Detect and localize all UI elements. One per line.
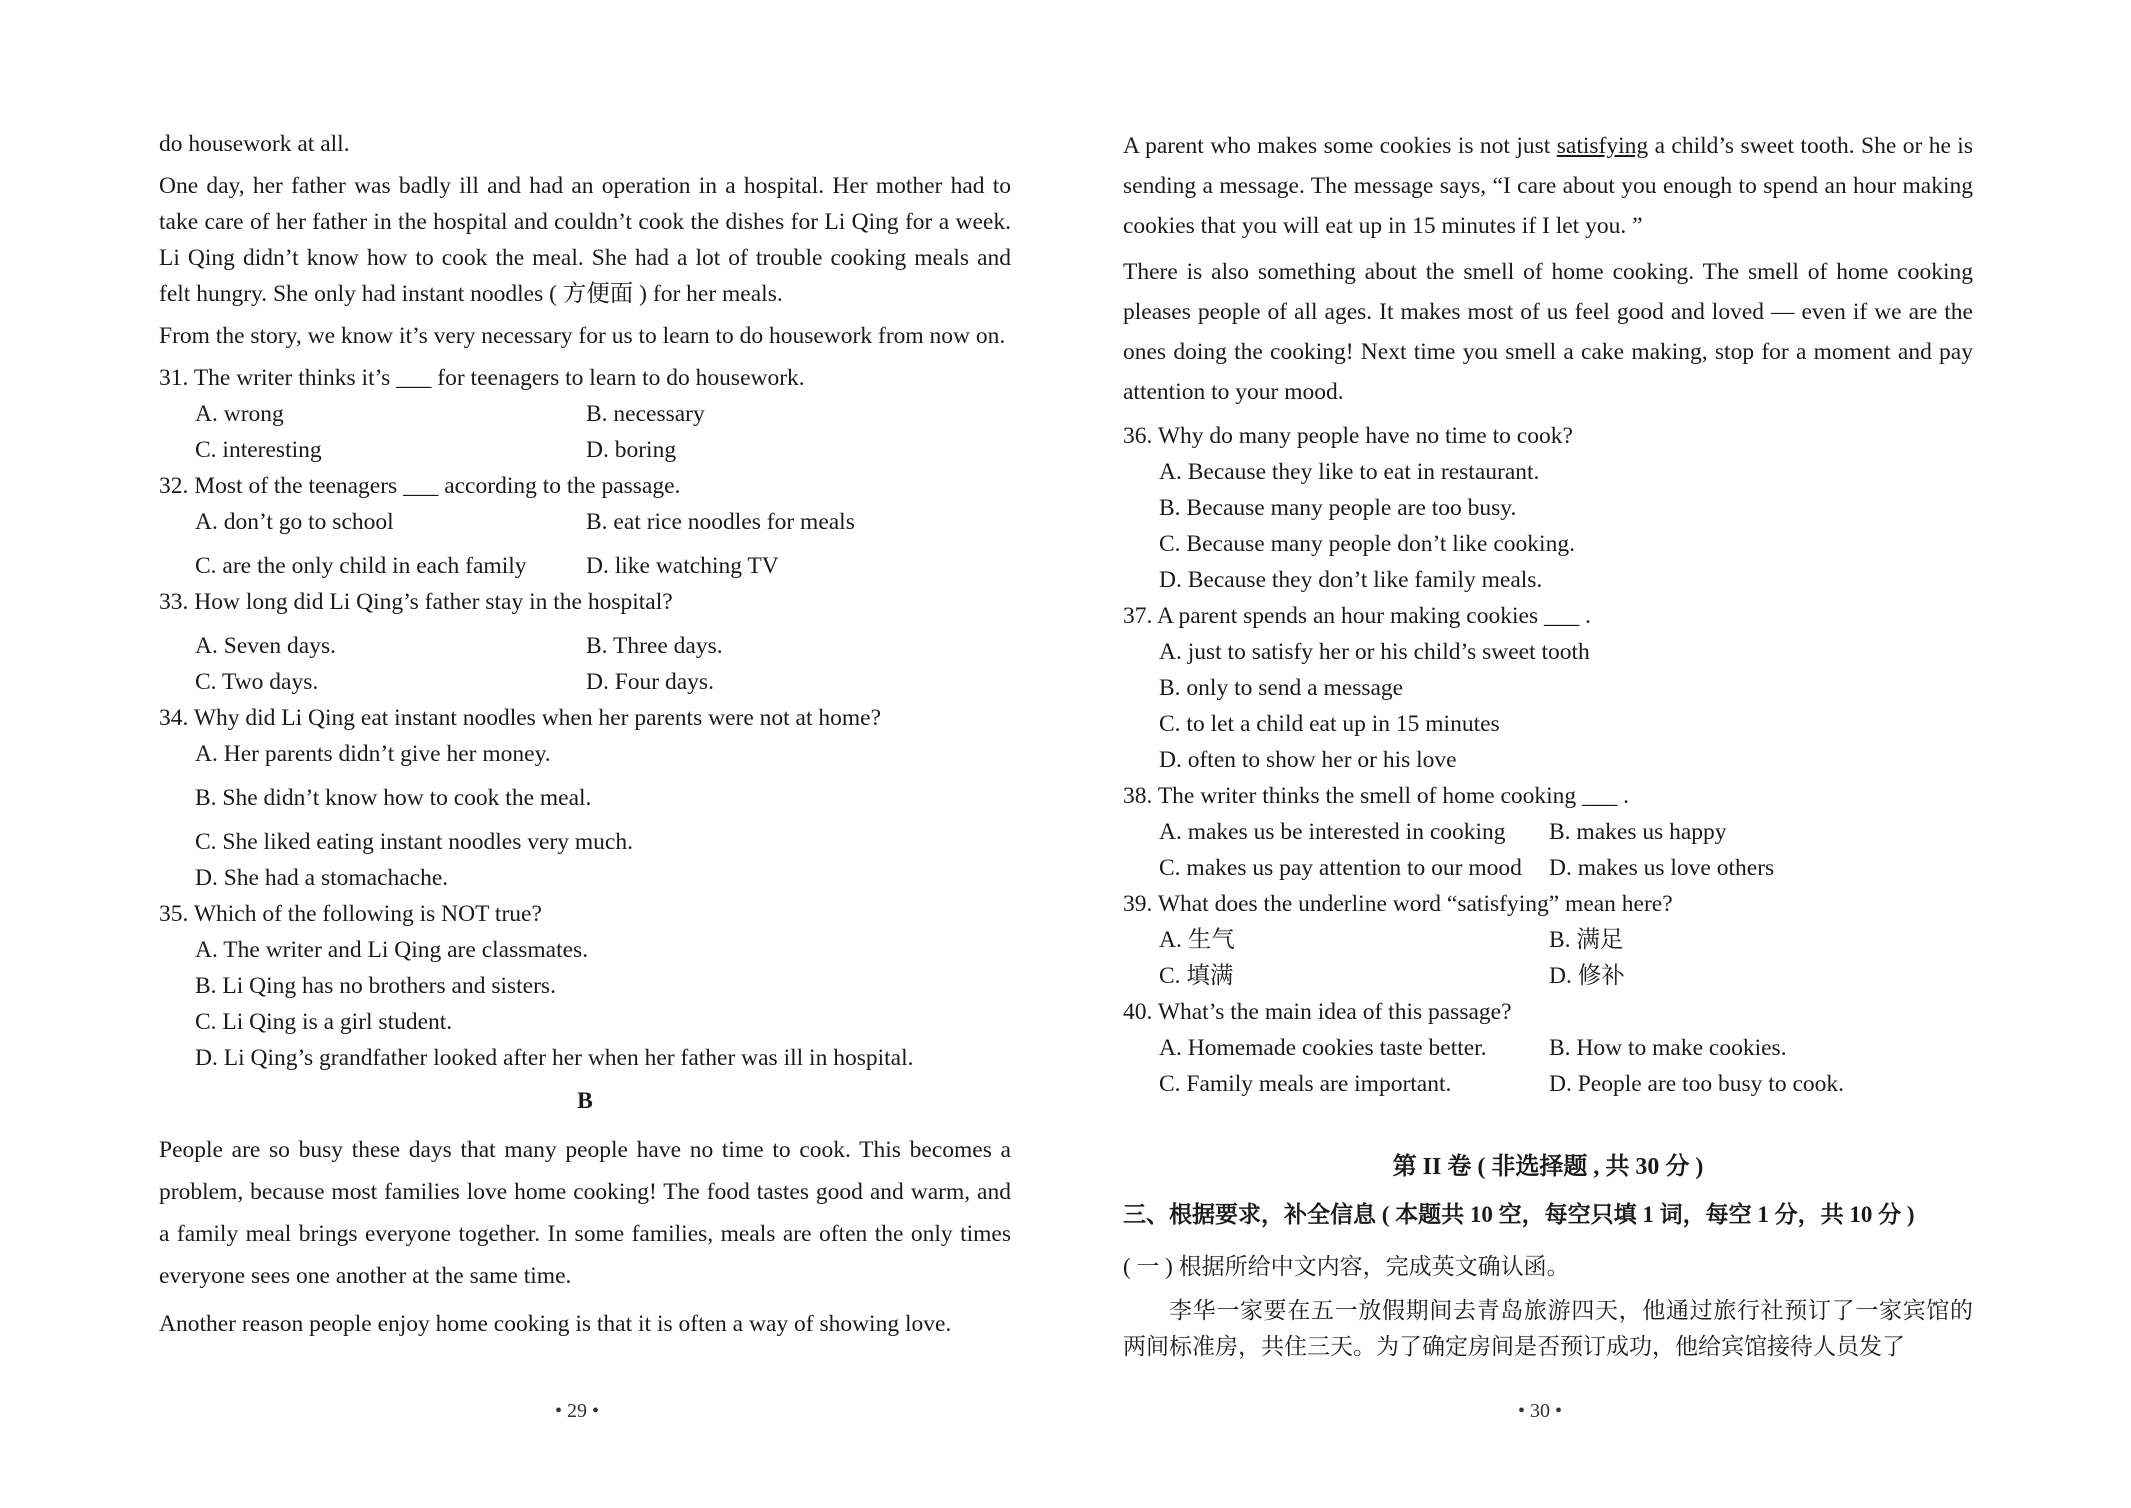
option: B. How to make cookies. bbox=[1549, 1035, 1787, 1061]
option: C. makes us pay attention to our mood bbox=[1159, 855, 1522, 881]
option: C. are the only child in each family bbox=[195, 553, 527, 579]
question-32: 32. Most of the teenagers ___ according to the passage. bbox=[159, 473, 681, 499]
option: A. Seven days. bbox=[195, 633, 336, 659]
option: D. boring bbox=[586, 437, 677, 463]
option: D. 修补 bbox=[1549, 963, 1625, 989]
passage-paragraph: One day, her father was badly ill and had an operation in a hospital. Her mother had to take care of her father in the hospital and couldn’t cook the dishes for Li Qing for a week. Li Qing didn’t know how to cook the meal. She had a lot of trouble cooking meals and felt hungry. She only had instant noodles ( 方便面 ) for her meals. bbox=[159, 173, 1011, 307]
passage-paragraph: A parent who makes some cookies is not just satisfying a child’s sweet tooth. She or he is sending a message. The message says, “I care about you enough to spend an hour making cookies that you will eat up in 15 minutes if I let you. ” bbox=[1123, 133, 1973, 239]
passage-paragraph: do housework at all. bbox=[159, 131, 350, 157]
section-three-heading: 三、根据要求，补全信息 ( 本题共 10 空，每空只填 1 词，每空 1 分，共 10 分 ) bbox=[1123, 1202, 1915, 1227]
options-39 bbox=[1123, 922, 1973, 994]
option: B. She didn’t know how to cook the meal. bbox=[195, 785, 592, 811]
question-35: 35. Which of the following is NOT true? bbox=[159, 901, 542, 927]
option: B. makes us happy bbox=[1549, 819, 1727, 845]
option: B. eat rice noodles for meals bbox=[586, 509, 855, 535]
option: B. Li Qing has no brothers and sisters. bbox=[195, 973, 556, 999]
question-33: 33. How long did Li Qing’s father stay in the hospital? bbox=[159, 589, 673, 615]
options-36 bbox=[1123, 454, 1973, 598]
question-31: 31. The writer thinks it’s ___ for teenagers to learn to do housework. bbox=[159, 365, 805, 391]
option: D. She had a stomachache. bbox=[195, 865, 449, 891]
option: B. Because many people are too busy. bbox=[1159, 495, 1517, 521]
options-34 bbox=[159, 736, 1011, 896]
passage-paragraph: People are so busy these days that many people have no time to cook. This becomes a problem, because most families love home cooking! The food tastes good and warm, and a family meal brings everyone together. In some families, meals are often the only times everyone sees one another at the same time. bbox=[159, 1137, 1011, 1289]
option: C. Li Qing is a girl student. bbox=[195, 1009, 453, 1035]
option: A. Homemade cookies taste better. bbox=[1159, 1035, 1487, 1061]
page-number: • 29 • bbox=[555, 1400, 600, 1422]
options-33 bbox=[159, 628, 1011, 700]
option: A. Her parents didn’t give her money. bbox=[195, 741, 551, 767]
question-37: 37. A parent spends an hour making cookies ___ . bbox=[1123, 603, 1591, 629]
options-40 bbox=[1123, 1030, 1973, 1102]
question-34: 34. Why did Li Qing eat instant noodles when her parents were not at home? bbox=[159, 705, 882, 731]
option: C. Because many people don’t like cooking. bbox=[1159, 531, 1575, 557]
option: D. People are too busy to cook. bbox=[1549, 1071, 1845, 1097]
chinese-paragraph: 李华一家要在五一放假期间去青岛旅游四天，他通过旅行社预订了一家宾馆的两间标准房，共住三天。为了确定房间是否预订成功，他给宾馆接待人员发了 bbox=[1123, 1298, 1973, 1359]
question-39: 39. What does the underline word “satisfying” mean here? bbox=[1123, 891, 1673, 917]
option: D. Because they don’t like family meals. bbox=[1159, 567, 1543, 593]
option: C. interesting bbox=[195, 437, 322, 463]
options-38 bbox=[1123, 814, 1973, 886]
option: A. makes us be interested in cooking bbox=[1159, 819, 1506, 845]
options-37 bbox=[1123, 634, 1973, 778]
option: C. She liked eating instant noodles very much. bbox=[195, 829, 633, 855]
option: B. Three days. bbox=[586, 633, 723, 659]
options-31 bbox=[159, 396, 1011, 468]
passage-paragraph: There is also something about the smell of home cooking. The smell of home cooking pleases people of all ages. It makes most of us feel good and loved — even if we are the ones doing the cooking! Next time you smell a cake making, stop for a moment and pay attention to your mood. bbox=[1123, 259, 1973, 405]
question-36: 36. Why do many people have no time to cook? bbox=[1123, 423, 1573, 449]
option: D. often to show her or his love bbox=[1159, 747, 1457, 773]
option: D. Li Qing’s grandfather looked after her when her father was ill in hospital. bbox=[195, 1045, 914, 1071]
subsection-heading: ( 一 ) 根据所给中文内容，完成英文确认函。 bbox=[1123, 1254, 1570, 1279]
left-page bbox=[159, 126, 1011, 1351]
option: A. The writer and Li Qing are classmates. bbox=[195, 937, 589, 963]
option: C. to let a child eat up in 15 minutes bbox=[1159, 711, 1500, 737]
options-35 bbox=[159, 932, 1011, 1076]
page-number: • 30 • bbox=[1518, 1400, 1563, 1422]
option: D. makes us love others bbox=[1549, 855, 1775, 881]
question-38: 38. The writer thinks the smell of home cooking ___ . bbox=[1123, 783, 1630, 809]
underlined-word: satisfying bbox=[1556, 133, 1649, 159]
passage-paragraph: From the story, we know it’s very necessary for us to learn to do housework from now on. bbox=[159, 323, 1006, 349]
options-32 bbox=[159, 504, 1011, 584]
right-page bbox=[1123, 126, 1973, 1365]
option: C. Family meals are important. bbox=[1159, 1071, 1452, 1097]
question-40: 40. What’s the main idea of this passage? bbox=[1123, 999, 1512, 1025]
passage-paragraph: Another reason people enjoy home cooking is that it is often a way of showing love. bbox=[159, 1311, 952, 1337]
option: D. like watching TV bbox=[586, 553, 779, 579]
option: C. Two days. bbox=[195, 669, 319, 695]
option: C. 填满 bbox=[1159, 963, 1234, 989]
option: B. only to send a message bbox=[1159, 675, 1404, 701]
option: B. necessary bbox=[586, 401, 705, 427]
option: A. don’t go to school bbox=[195, 509, 394, 535]
section-heading-b: B bbox=[577, 1088, 593, 1114]
part-two-heading: 第 II 卷 ( 非选择题 , 共 30 分 ) bbox=[1392, 1154, 1704, 1180]
option: B. 满足 bbox=[1549, 927, 1624, 953]
option: A. Because they like to eat in restaurant. bbox=[1159, 459, 1540, 485]
option: A. wrong bbox=[195, 401, 284, 427]
option: A. 生气 bbox=[1159, 927, 1235, 953]
option: D. Four days. bbox=[586, 669, 714, 695]
option: A. just to satisfy her or his child’s sweet tooth bbox=[1159, 639, 1590, 665]
